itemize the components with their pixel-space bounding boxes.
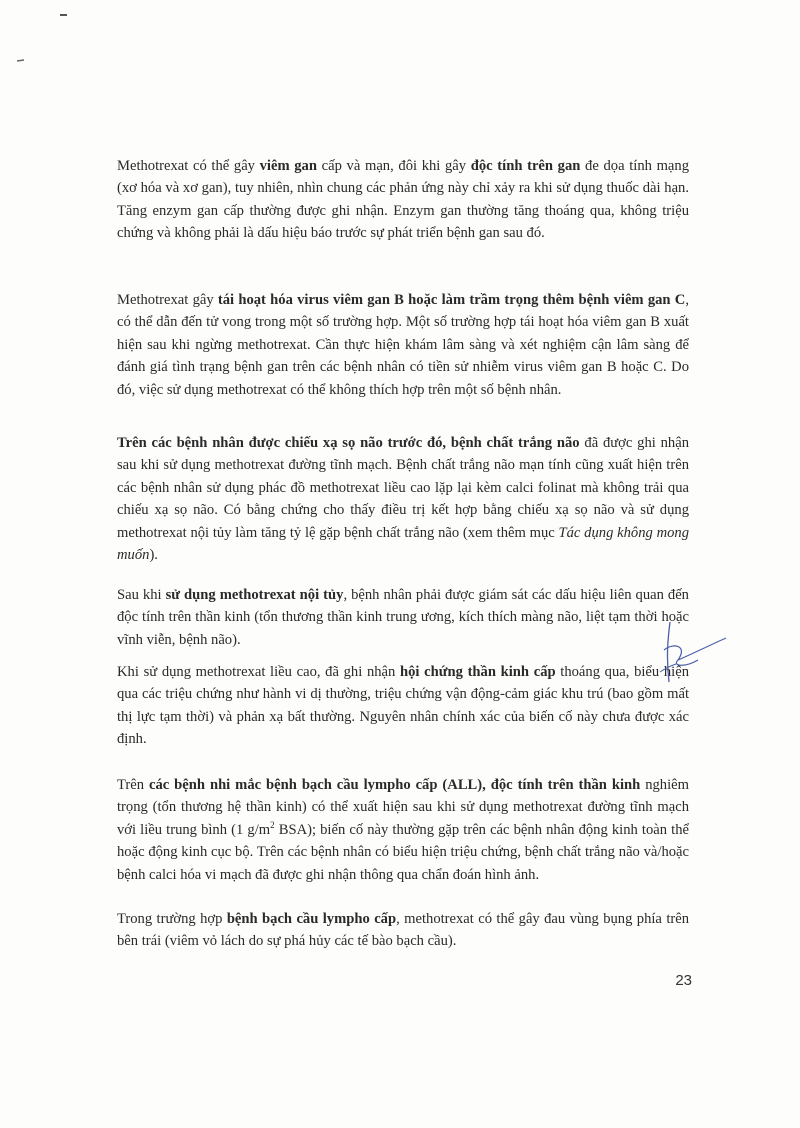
body-text: đã được ghi nhận sau khi sử dụng methotrexat đường tĩnh mạch. Bệnh chất trắng não mạn tính cũng xuất hiện trên các bệnh nhân sử dụng phác đồ methotrexat liều cao lặp lại kèm calci folinat mà không trải qua chiếu xạ sọ não. Có bằng chứng cho thấy điều trị kết hợp bằng chiếu xạ sọ não và sử dụng methotrexat nội tủy làm tăng tỷ lệ gặp bệnh chất trắng não (xem thêm mục <box>117 435 689 541</box>
body-text: thoáng qua, biểu hiện qua các triệu chứng như hành vi dị thường, triệu chứng vận động-cảm giác khu trú (bao gồm mất thị lực tạm thời) và phản xạ bất thường. Nguyên nhân chính xác của biến cố này chưa được xác định. <box>117 664 689 748</box>
paragraph-intrathecal-use <box>117 584 689 651</box>
body-text: Trong trường hợp <box>117 911 227 927</box>
signature-mark <box>648 616 728 688</box>
bold-text: tái hoạt hóa virus viêm gan B hoặc làm trầm trọng thêm bệnh viêm gan C <box>217 292 686 308</box>
paragraph-splenic-pain <box>117 908 689 953</box>
body-text: Sau khi <box>117 587 166 603</box>
page-number: 23 <box>675 972 692 989</box>
bold-text: bệnh bạch cầu lympho cấp <box>226 911 397 927</box>
body-text: Methotrexat gây <box>117 292 218 308</box>
paragraph-leukoencephalopathy <box>117 432 689 566</box>
bold-text: sử dụng methotrexat nội tủy <box>165 587 344 603</box>
bold-text: độc tính trên gan <box>470 158 581 174</box>
body-text: Methotrexat có thể gây <box>117 158 260 174</box>
bold-text: Trên các bệnh nhân được chiếu xạ sọ não trước đó, bệnh chất trắng não <box>117 435 580 451</box>
paragraph-pediatric-all-neurotoxicity <box>117 774 689 886</box>
body-text: BSA); biến cố này thường gặp trên các bệnh nhân động kinh toàn thể hoặc động kinh cục bộ. Trên các bệnh nhân có biểu hiện triệu chứng, bệnh chất trắng não và/hoặc bệnh calci hóa vi mạch đã được ghi nhận thông qua chẩn đoán hình ảnh. <box>117 821 689 883</box>
scan-tick-mark <box>16 58 26 64</box>
body-text: đe dọa tính mạng (xơ hóa và xơ gan), tuy nhiên, nhìn chung các phản ứng này chỉ xảy ra khi sử dụng thuốc dài hạn. Tăng enzym gan cấp thường được ghi nhận. Enzym gan thường tăng thoáng qua, không triệu chứng và không phải là dấu hiệu báo trước sự phát triển bệnh gan sau đó. <box>117 158 689 242</box>
paragraph-hepatitis-reactivation <box>117 289 689 401</box>
body-text: , methotrexat có thể gây đau vùng bụng phía trên bên trái (viêm vỏ lách do sự phá hủy các tế bào bạch cầu). <box>117 911 690 950</box>
body-text: Khi sử dụng methotrexat liều cao, đã ghi nhận <box>117 664 400 680</box>
bold-text: viêm gan <box>259 158 317 174</box>
paragraph-acute-neurologic-syndrome <box>117 661 689 751</box>
superscript-text: 2 <box>270 819 275 830</box>
scan-dash-mark <box>59 12 69 18</box>
bold-text: các bệnh nhi mắc bệnh bạch cầu lympho cấp (ALL), độc tính trên thần kinh <box>148 777 641 793</box>
paragraph-hepatotoxicity <box>117 155 689 245</box>
body-text: cấp và mạn, đôi khi gây <box>316 158 471 174</box>
body-text: , có thể dẫn đến tử vong trong một số trường hợp. Một số trường hợp tái hoạt hóa viêm gan B xuất hiện sau khi ngừng methotrexat. Cần thực hiện khám lâm sàng và xét nghiệm cận lâm sàng để đánh giá tình trạng bệnh gan trên các bệnh nhân có tiền sử nhiễm virus viêm gan B hoặc C. Do đó, việc sử dụng methotrexat có thể không thích hợp trên một số bệnh nhân. <box>117 292 689 398</box>
body-text: ). <box>149 547 158 564</box>
body-text: , bệnh nhân phải được giám sát các dấu hiệu liên quan đến độc tính trên thần kinh (tổn thương thần kinh trung ương, kích thích màng não, liệt tạm thời hoặc vĩnh viễn, bệnh não). <box>117 587 689 648</box>
body-text: Trên <box>117 777 149 793</box>
bold-text: hội chứng thần kinh cấp <box>400 664 556 680</box>
body-text: nghiêm trọng (tổn thương hệ thần kinh) có thể xuất hiện sau khi sử dụng methotrexat đường tĩnh mạch với liều trung bình (1 g/m <box>117 777 689 838</box>
italic-text: Tác dụng không mong muốn <box>117 524 689 564</box>
